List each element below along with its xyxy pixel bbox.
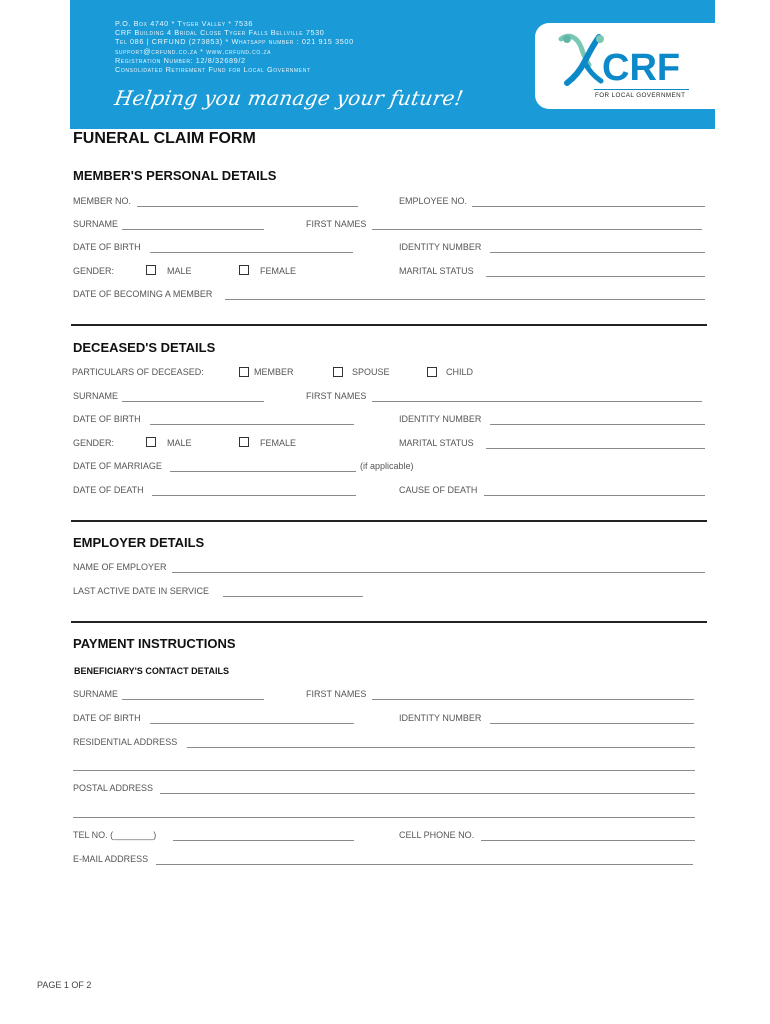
beneficiary-surname-label: SURNAME: [73, 689, 119, 699]
deceased-female-label: FEMALE: [260, 438, 297, 448]
section-heading-deceased: DECEASED'S DETAILS: [73, 340, 216, 355]
date-member-label: DATE OF BECOMING A MEMBER: [73, 289, 213, 299]
address-block: [115, 19, 354, 74]
if-applicable-note: (if applicable): [360, 461, 414, 471]
address-line: CRF Building 4 Bridal Close Tyger Falls Bellville 7530: [115, 28, 325, 38]
section-divider: [71, 324, 707, 326]
death-date-field[interactable]: [152, 495, 356, 496]
crf-logo: [535, 23, 715, 109]
dob-field[interactable]: [150, 252, 353, 253]
section-divider: [71, 621, 707, 623]
address-line: Registration Number: 12/8/32689/2: [115, 55, 246, 65]
section-heading-employer: EMPLOYER DETAILS: [73, 535, 205, 550]
death-date-label: DATE OF DEATH: [73, 485, 144, 495]
residential-address-field-line2[interactable]: [73, 770, 695, 771]
page-number: PAGE 1 OF 2: [37, 980, 92, 990]
id-number-field[interactable]: [490, 252, 705, 253]
residential-address-field[interactable]: [187, 747, 695, 748]
section-heading-payment: PAYMENT INSTRUCTIONS: [73, 636, 236, 651]
child-option-label: CHILD: [446, 367, 474, 377]
employee-no-label: EMPLOYEE NO.: [399, 196, 468, 206]
particulars-label: PARTICULARS OF DECEASED:: [72, 367, 204, 377]
email-label: E-MAIL ADDRESS: [73, 854, 149, 864]
employee-no-field[interactable]: [472, 206, 705, 207]
deceased-dob-field[interactable]: [150, 424, 354, 425]
address-line: Tel 086 | CRFUND (273853) * Whatsapp number : 021 915 3500: [115, 37, 354, 47]
marital-status-label: MARITAL STATUS: [399, 266, 474, 276]
spouse-checkbox[interactable]: [333, 367, 343, 377]
male-checkbox[interactable]: [146, 265, 156, 275]
deceased-id-field[interactable]: [490, 424, 705, 425]
deceased-female-checkbox[interactable]: [239, 437, 249, 447]
address-line: P.O. Box 4740 * Tyger Valley * 7536: [115, 19, 254, 28]
deceased-id-label: IDENTITY NUMBER: [399, 414, 482, 424]
postal-address-label: POSTAL ADDRESS: [73, 783, 154, 793]
residential-address-label: RESIDENTIAL ADDRESS: [73, 737, 178, 747]
first-names-label: FIRST NAMES: [306, 219, 367, 229]
cause-of-death-field[interactable]: [484, 495, 705, 496]
cell-phone-field[interactable]: [481, 840, 695, 841]
logo-wordmark: CRF: [602, 47, 681, 89]
tagline: Helping you manage your future!: [112, 86, 466, 110]
address-line: Consolidated Retirement Fund for Local Government: [115, 65, 311, 75]
deceased-surname-field[interactable]: [122, 401, 264, 402]
beneficiary-first-names-field[interactable]: [372, 699, 694, 700]
address-line: support@crfund.co.za * www.crfund.co.za: [115, 46, 272, 56]
section-divider: [71, 520, 707, 522]
deceased-male-label: MALE: [167, 438, 192, 448]
cell-phone-label: CELL PHONE NO.: [399, 830, 475, 840]
male-label: MALE: [167, 266, 192, 276]
employer-name-field[interactable]: [172, 572, 705, 573]
surname-label: SURNAME: [73, 219, 119, 229]
postal-address-field[interactable]: [160, 793, 695, 794]
member-no-field[interactable]: [137, 206, 358, 207]
beneficiary-dob-label: DATE OF BIRTH: [73, 713, 141, 723]
gender-label: GENDER:: [73, 266, 115, 276]
marriage-date-label: DATE OF MARRIAGE: [73, 461, 162, 471]
deceased-gender-label: GENDER:: [73, 438, 115, 448]
form-title: FUNERAL CLAIM FORM: [73, 130, 256, 147]
postal-address-field-line2[interactable]: [73, 817, 695, 818]
cause-of-death-label: CAUSE OF DEATH: [399, 485, 478, 495]
spouse-option-label: SPOUSE: [352, 367, 390, 377]
female-checkbox[interactable]: [239, 265, 249, 275]
member-no-label: MEMBER NO.: [73, 196, 132, 206]
beneficiary-dob-field[interactable]: [150, 723, 354, 724]
member-checkbox[interactable]: [239, 367, 249, 377]
id-number-label: IDENTITY NUMBER: [399, 242, 482, 252]
beneficiary-surname-field[interactable]: [122, 699, 264, 700]
beneficiary-id-label: IDENTITY NUMBER: [399, 713, 482, 723]
child-checkbox[interactable]: [427, 367, 437, 377]
first-names-field[interactable]: [372, 229, 702, 230]
logo-subtitle: FOR LOCAL GOVERNMENT: [595, 92, 686, 99]
deceased-male-checkbox[interactable]: [146, 437, 156, 447]
beneficiary-first-names-label: FIRST NAMES: [306, 689, 367, 699]
deceased-surname-label: SURNAME: [73, 391, 119, 401]
member-option-label: MEMBER: [254, 367, 294, 377]
employer-name-label: NAME OF EMPLOYER: [73, 562, 167, 572]
deceased-marital-label: MARITAL STATUS: [399, 438, 474, 448]
tel-no-field[interactable]: [173, 840, 354, 841]
marriage-date-field[interactable]: [170, 471, 356, 472]
marital-status-field[interactable]: [486, 276, 705, 277]
beneficiary-subheading: BENEFICIARY'S CONTACT DETAILS: [74, 666, 229, 676]
dob-label: DATE OF BIRTH: [73, 242, 141, 252]
logo-divider: [594, 89, 689, 90]
tel-no-label: TEL NO. (________): [73, 830, 157, 840]
email-field[interactable]: [156, 864, 693, 865]
surname-field[interactable]: [122, 229, 264, 230]
deceased-dob-label: DATE OF BIRTH: [73, 414, 141, 424]
date-member-field[interactable]: [225, 299, 705, 300]
section-heading-member: MEMBER'S PERSONAL DETAILS: [73, 168, 277, 183]
deceased-first-names-label: FIRST NAMES: [306, 391, 367, 401]
deceased-marital-field[interactable]: [486, 448, 705, 449]
last-active-label: LAST ACTIVE DATE IN SERVICE: [73, 586, 210, 596]
female-label: FEMALE: [260, 266, 297, 276]
beneficiary-id-field[interactable]: [490, 723, 694, 724]
deceased-first-names-field[interactable]: [372, 401, 702, 402]
last-active-field[interactable]: [223, 596, 363, 597]
